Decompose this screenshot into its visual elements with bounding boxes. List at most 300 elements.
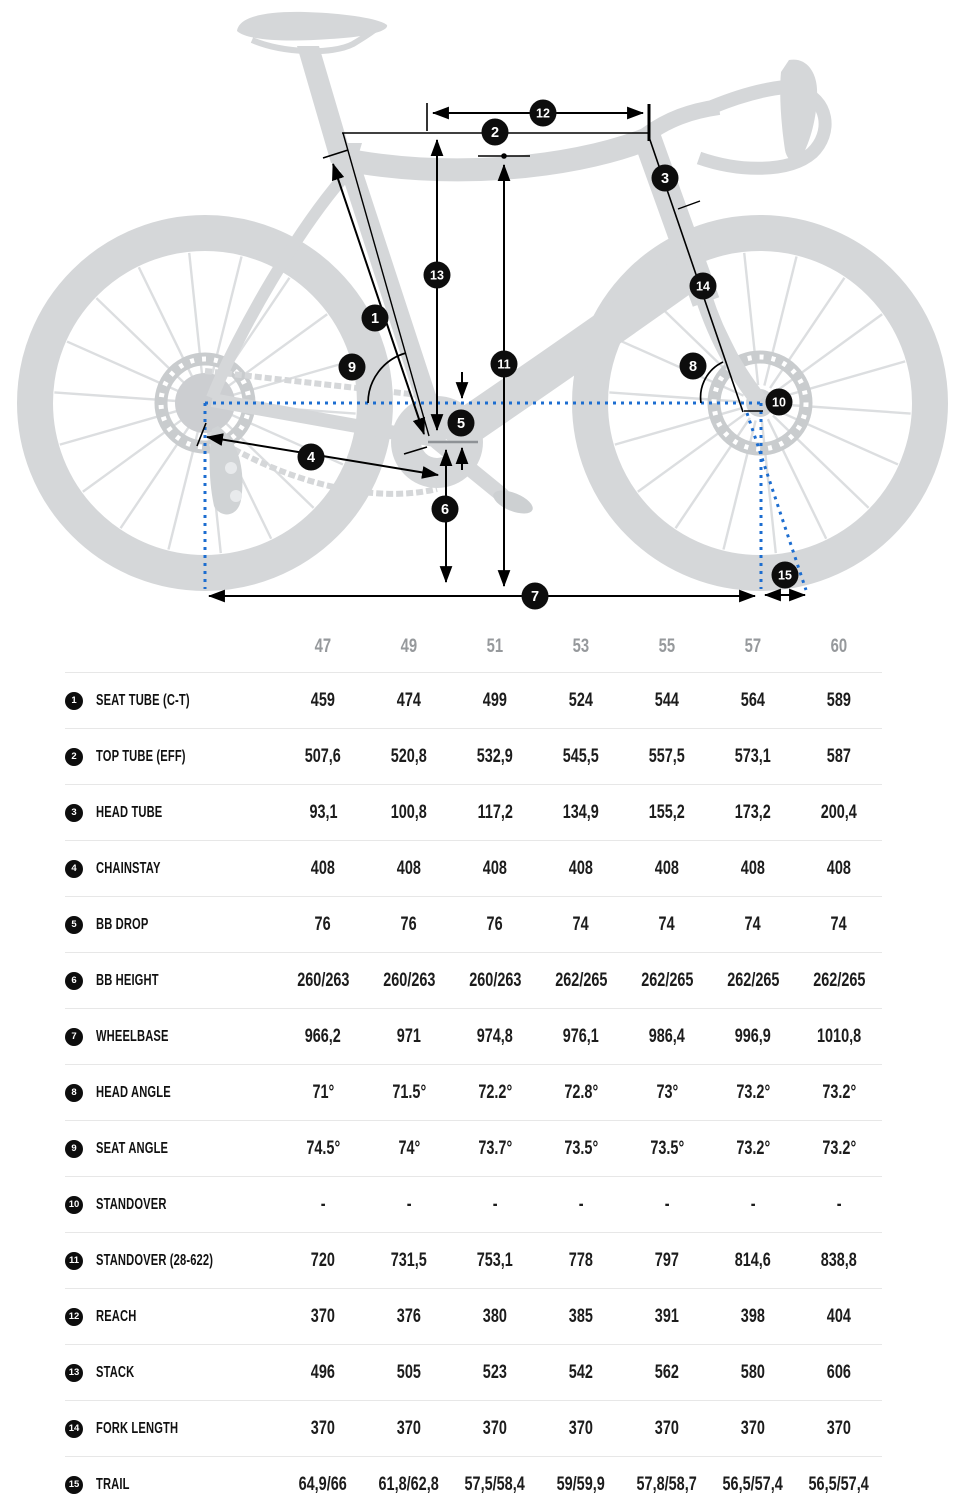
value-cell <box>280 1474 366 1496</box>
row-label-cell <box>65 1308 280 1326</box>
value-cell <box>280 1362 366 1384</box>
size-label: 49 <box>400 634 418 657</box>
table-row-wheelbase <box>65 1008 882 1064</box>
row-label: SEAT TUBE (C-T) <box>96 691 190 709</box>
size-column-header <box>452 635 538 658</box>
value-cell <box>710 914 796 936</box>
size-column-header <box>624 635 710 658</box>
value-cell <box>280 1082 366 1104</box>
svg-text:1: 1 <box>370 311 380 328</box>
value-cell <box>710 802 796 824</box>
value-cell <box>796 690 882 712</box>
value-text: 459 <box>310 689 336 711</box>
value-cell <box>796 1306 882 1328</box>
row-label: CHAINSTAY <box>96 859 161 877</box>
value-text: 385 <box>568 1305 594 1327</box>
table-row-chainstay <box>65 840 882 896</box>
value-text: 71° <box>312 1081 334 1103</box>
value-cell <box>710 858 796 880</box>
value-text: 76 <box>400 913 418 935</box>
value-cell <box>366 1026 452 1048</box>
table-row-seat-angle <box>65 1120 882 1176</box>
value-cell <box>280 858 366 880</box>
value-cell <box>796 1418 882 1440</box>
value-text: 73.5° <box>564 1137 598 1159</box>
value-text: 753,1 <box>476 1249 514 1271</box>
value-cell <box>624 1194 710 1216</box>
table-row-bb-height <box>65 952 882 1008</box>
value-text: 986,4 <box>648 1025 686 1047</box>
table-row-bb-drop <box>65 896 882 952</box>
table-header-row <box>65 620 882 672</box>
value-cell <box>796 858 882 880</box>
value-cell <box>452 1082 538 1104</box>
value-text: 370 <box>482 1417 508 1439</box>
value-cell <box>796 1362 882 1384</box>
value-text: 262/265 <box>726 969 780 991</box>
value-text: 408 <box>654 857 680 879</box>
value-cell <box>710 1418 796 1440</box>
geometry-table <box>0 620 978 1502</box>
size-label: 51 <box>486 634 504 657</box>
svg-text:3: 3 <box>660 171 670 188</box>
value-text: 731,5 <box>390 1249 428 1271</box>
value-text: 520,8 <box>390 745 428 767</box>
value-cell <box>624 746 710 768</box>
dimension-marker-6 <box>432 496 459 523</box>
value-cell <box>366 1250 452 1272</box>
size-label: 55 <box>658 634 676 657</box>
value-cell <box>280 1194 366 1216</box>
value-cell <box>280 1306 366 1328</box>
value-text: 408 <box>740 857 766 879</box>
value-text: 74.5° <box>306 1137 340 1159</box>
value-cell <box>366 690 452 712</box>
dimension-marker-7 <box>522 583 549 610</box>
value-cell <box>452 858 538 880</box>
value-text: 797 <box>654 1249 680 1271</box>
value-cell <box>452 1474 538 1496</box>
table-row-trail <box>65 1456 882 1502</box>
value-cell <box>624 802 710 824</box>
value-cell <box>538 802 624 824</box>
value-cell <box>796 746 882 768</box>
row-label: HEAD ANGLE <box>96 1083 171 1101</box>
value-text: 562 <box>654 1361 680 1383</box>
value-text: 606 <box>826 1361 852 1383</box>
svg-text:8: 8 <box>688 359 698 376</box>
value-text: 507,6 <box>304 745 342 767</box>
value-text: 56,5/57,4 <box>722 1473 784 1495</box>
table-row-stack <box>65 1344 882 1400</box>
value-cell <box>796 1194 882 1216</box>
row-number-badge: 9 <box>65 1140 83 1158</box>
svg-text:9: 9 <box>347 360 357 377</box>
value-text: 71.5° <box>392 1081 426 1103</box>
value-text: 545,5 <box>562 745 600 767</box>
value-text: 838,8 <box>820 1249 858 1271</box>
row-number-badge: 6 <box>65 972 83 990</box>
value-text: 408 <box>568 857 594 879</box>
value-text: 57,8/58,7 <box>636 1473 698 1495</box>
value-text: 580 <box>740 1361 766 1383</box>
table-row-top-tube-eff- <box>65 728 882 784</box>
value-cell <box>452 914 538 936</box>
value-cell <box>538 1026 624 1048</box>
svg-text:15: 15 <box>778 568 792 583</box>
row-label: STANDOVER <box>96 1195 167 1213</box>
value-cell <box>538 1250 624 1272</box>
value-cell <box>452 1418 538 1440</box>
value-text: 72.2° <box>478 1081 512 1103</box>
value-text: 74 <box>830 913 848 935</box>
dimension-marker-8 <box>680 353 707 380</box>
row-number-badge: 13 <box>65 1364 83 1382</box>
value-cell <box>538 746 624 768</box>
value-cell <box>624 1474 710 1496</box>
svg-text:6: 6 <box>440 502 450 519</box>
row-label-cell <box>65 1252 280 1270</box>
value-text: 1010,8 <box>816 1025 862 1047</box>
row-number-badge: 8 <box>65 1084 83 1102</box>
value-text: 73.2° <box>822 1137 856 1159</box>
table-row-head-tube <box>65 784 882 840</box>
value-cell <box>710 1306 796 1328</box>
value-text: 720 <box>310 1249 336 1271</box>
row-number-badge: 2 <box>65 748 83 766</box>
value-text: 587 <box>826 745 852 767</box>
value-cell <box>710 1026 796 1048</box>
row-label: REACH <box>96 1307 137 1325</box>
value-text: 499 <box>482 689 508 711</box>
value-cell <box>796 914 882 936</box>
value-cell <box>624 1026 710 1048</box>
dimension-marker-2 <box>482 119 509 146</box>
value-cell <box>710 970 796 992</box>
value-text: 404 <box>826 1305 852 1327</box>
value-cell <box>796 1138 882 1160</box>
value-text: 117,2 <box>477 801 513 823</box>
value-cell <box>710 690 796 712</box>
value-text: 966,2 <box>304 1025 342 1047</box>
value-cell <box>624 1362 710 1384</box>
row-number-badge: 11 <box>65 1252 83 1270</box>
row-label: TRAIL <box>96 1475 130 1493</box>
row-label: TOP TUBE (EFF) <box>96 747 186 765</box>
value-cell <box>452 1194 538 1216</box>
dimension-marker-15 <box>772 562 799 589</box>
value-text: 564 <box>740 689 766 711</box>
svg-text:2: 2 <box>490 125 500 142</box>
value-text: 64,9/66 <box>298 1473 348 1495</box>
dimension-marker-1 <box>362 305 389 332</box>
value-cell <box>280 1418 366 1440</box>
value-text: 370 <box>568 1417 594 1439</box>
value-cell <box>280 746 366 768</box>
value-cell <box>366 858 452 880</box>
dimension-marker-10 <box>766 389 793 416</box>
value-cell <box>796 1082 882 1104</box>
value-text: 370 <box>740 1417 766 1439</box>
value-cell <box>538 1138 624 1160</box>
value-text: 974,8 <box>476 1025 514 1047</box>
value-text: 505 <box>396 1361 422 1383</box>
value-text: - <box>836 1193 842 1215</box>
size-label: 57 <box>744 634 762 657</box>
svg-text:13: 13 <box>430 268 444 283</box>
table-row-head-angle <box>65 1064 882 1120</box>
value-text: 74° <box>398 1137 420 1159</box>
row-label: HEAD TUBE <box>96 803 163 821</box>
dimension-marker-4 <box>298 444 325 471</box>
value-text: 408 <box>310 857 336 879</box>
value-text: - <box>750 1193 756 1215</box>
row-label-cell <box>65 1084 280 1102</box>
row-label: STACK <box>96 1363 135 1381</box>
value-text: - <box>492 1193 498 1215</box>
value-text: 73.5° <box>650 1137 684 1159</box>
value-text: 74 <box>744 913 762 935</box>
value-cell <box>538 1082 624 1104</box>
value-text: 976,1 <box>562 1025 600 1047</box>
value-cell <box>538 914 624 936</box>
dimension-marker-14 <box>690 273 717 300</box>
svg-text:14: 14 <box>696 279 710 294</box>
row-label: WHEELBASE <box>96 1027 169 1045</box>
value-cell <box>452 1250 538 1272</box>
value-text: 370 <box>310 1417 336 1439</box>
value-text: 173,2 <box>734 801 772 823</box>
value-cell <box>710 746 796 768</box>
row-label-cell <box>65 1028 280 1046</box>
value-cell <box>710 1082 796 1104</box>
value-cell <box>452 970 538 992</box>
value-text: 370 <box>654 1417 680 1439</box>
value-cell <box>280 970 366 992</box>
row-number-badge: 3 <box>65 804 83 822</box>
value-cell <box>538 1418 624 1440</box>
row-label-cell <box>65 1476 280 1494</box>
value-cell <box>710 1474 796 1496</box>
value-text: 971 <box>396 1025 422 1047</box>
row-number-badge: 4 <box>65 860 83 878</box>
value-text: 573,1 <box>734 745 772 767</box>
value-cell <box>710 1194 796 1216</box>
value-cell <box>280 802 366 824</box>
value-text: - <box>320 1193 326 1215</box>
dimension-marker-13 <box>424 262 451 289</box>
value-text: 74 <box>572 913 590 935</box>
value-cell <box>280 690 366 712</box>
value-text: 408 <box>826 857 852 879</box>
value-cell <box>796 1026 882 1048</box>
value-cell <box>366 1306 452 1328</box>
value-text: 76 <box>314 913 332 935</box>
value-cell <box>366 1418 452 1440</box>
value-cell <box>280 914 366 936</box>
row-label: SEAT ANGLE <box>96 1139 169 1157</box>
value-text: 542 <box>568 1361 594 1383</box>
value-text: 408 <box>482 857 508 879</box>
table-row-fork-length <box>65 1400 882 1456</box>
value-cell <box>452 690 538 712</box>
size-label: 53 <box>572 634 590 657</box>
value-text: 260/263 <box>468 969 522 991</box>
value-text: 72.8° <box>564 1081 598 1103</box>
row-number-badge: 1 <box>65 692 83 710</box>
value-text: 557,5 <box>648 745 686 767</box>
row-label-cell <box>65 972 280 990</box>
value-cell <box>538 1306 624 1328</box>
row-label-cell <box>65 1140 280 1158</box>
row-number-badge: 14 <box>65 1420 83 1438</box>
row-label: STANDOVER (28-622) <box>96 1251 214 1269</box>
value-text: - <box>406 1193 412 1215</box>
svg-text:10: 10 <box>772 395 786 410</box>
value-text: 73.2° <box>822 1081 856 1103</box>
value-cell <box>452 1362 538 1384</box>
value-cell <box>366 802 452 824</box>
value-text: 262/265 <box>812 969 866 991</box>
svg-text:4: 4 <box>306 450 316 467</box>
value-cell <box>624 1418 710 1440</box>
value-text: 61,8/62,8 <box>378 1473 440 1495</box>
value-text: - <box>664 1193 670 1215</box>
value-cell <box>452 802 538 824</box>
value-text: 408 <box>396 857 422 879</box>
value-cell <box>452 1026 538 1048</box>
value-cell <box>796 1474 882 1496</box>
svg-text:5: 5 <box>456 416 466 433</box>
value-cell <box>366 1474 452 1496</box>
row-label-cell <box>65 1364 280 1382</box>
svg-text:11: 11 <box>497 357 511 372</box>
row-label-cell <box>65 748 280 766</box>
value-cell <box>366 1362 452 1384</box>
value-cell <box>624 1306 710 1328</box>
value-cell <box>280 1026 366 1048</box>
row-label-cell <box>65 1420 280 1438</box>
value-text: 391 <box>654 1305 680 1327</box>
value-text: 262/265 <box>554 969 608 991</box>
value-cell <box>624 1250 710 1272</box>
table-row-standover <box>65 1176 882 1232</box>
value-text: 544 <box>654 689 680 711</box>
value-cell <box>710 1362 796 1384</box>
value-cell <box>366 1082 452 1104</box>
value-text: 93,1 <box>308 801 338 823</box>
value-cell <box>624 970 710 992</box>
table-row-standover-28-622- <box>65 1232 882 1288</box>
value-cell <box>624 914 710 936</box>
value-text: 134,9 <box>562 801 600 823</box>
value-text: 262/265 <box>640 969 694 991</box>
value-cell <box>366 970 452 992</box>
value-text: 376 <box>396 1305 422 1327</box>
dimension-marker-12 <box>530 100 557 127</box>
value-cell <box>624 1138 710 1160</box>
row-label-cell <box>65 916 280 934</box>
size-column-header <box>710 635 796 658</box>
row-label: BB DROP <box>96 915 149 933</box>
value-text: 370 <box>826 1417 852 1439</box>
row-number-badge: 5 <box>65 916 83 934</box>
value-cell <box>538 1194 624 1216</box>
row-label-cell <box>65 692 280 710</box>
value-cell <box>710 1138 796 1160</box>
value-cell <box>538 1474 624 1496</box>
row-label-cell <box>65 860 280 878</box>
value-cell <box>366 746 452 768</box>
value-text: 76 <box>486 913 504 935</box>
value-text: 73.2° <box>736 1081 770 1103</box>
value-text: 778 <box>568 1249 594 1271</box>
row-number-badge: 12 <box>65 1308 83 1326</box>
value-text: 589 <box>826 689 852 711</box>
dimension-marker-5 <box>448 410 475 437</box>
value-text: 260/263 <box>382 969 436 991</box>
dimension-marker-11 <box>491 351 518 378</box>
bike-silhouette <box>35 12 930 573</box>
value-cell <box>366 914 452 936</box>
value-cell <box>538 970 624 992</box>
size-column-header <box>538 635 624 658</box>
value-cell <box>624 690 710 712</box>
value-cell <box>452 746 538 768</box>
value-cell <box>538 858 624 880</box>
value-text: 532,9 <box>476 745 514 767</box>
value-text: 73.7° <box>478 1137 512 1159</box>
value-cell <box>796 970 882 992</box>
value-text: 814,6 <box>734 1249 772 1271</box>
value-cell <box>366 1138 452 1160</box>
value-cell <box>280 1138 366 1160</box>
value-text: 380 <box>482 1305 508 1327</box>
value-text: 398 <box>740 1305 766 1327</box>
value-text: 56,5/57,4 <box>808 1473 870 1495</box>
value-cell <box>366 1194 452 1216</box>
value-cell <box>280 1250 366 1272</box>
size-column-header <box>280 635 366 658</box>
value-cell <box>796 1250 882 1272</box>
row-label-cell <box>65 804 280 822</box>
value-text: 996,9 <box>734 1025 772 1047</box>
value-text: 74 <box>658 913 676 935</box>
row-label: BB HEIGHT <box>96 971 159 989</box>
dimension-marker-3 <box>652 165 679 192</box>
value-cell <box>624 858 710 880</box>
size-label: 47 <box>314 634 332 657</box>
value-cell <box>452 1138 538 1160</box>
size-column-header <box>366 635 452 658</box>
size-column-header <box>796 635 882 658</box>
geometry-diagram <box>0 0 978 620</box>
value-cell <box>452 1306 538 1328</box>
table-row-reach <box>65 1288 882 1344</box>
value-text: 370 <box>310 1305 336 1327</box>
row-label: FORK LENGTH <box>96 1419 179 1437</box>
value-text: 100,8 <box>390 801 428 823</box>
value-cell <box>538 690 624 712</box>
row-label-cell <box>65 1196 280 1214</box>
dimension-marker-9 <box>339 354 366 381</box>
value-text: 155,2 <box>648 801 686 823</box>
value-text: 59/59,9 <box>556 1473 606 1495</box>
svg-text:12: 12 <box>536 106 550 121</box>
value-cell <box>624 1082 710 1104</box>
row-number-badge: 7 <box>65 1028 83 1046</box>
value-cell <box>710 1250 796 1272</box>
